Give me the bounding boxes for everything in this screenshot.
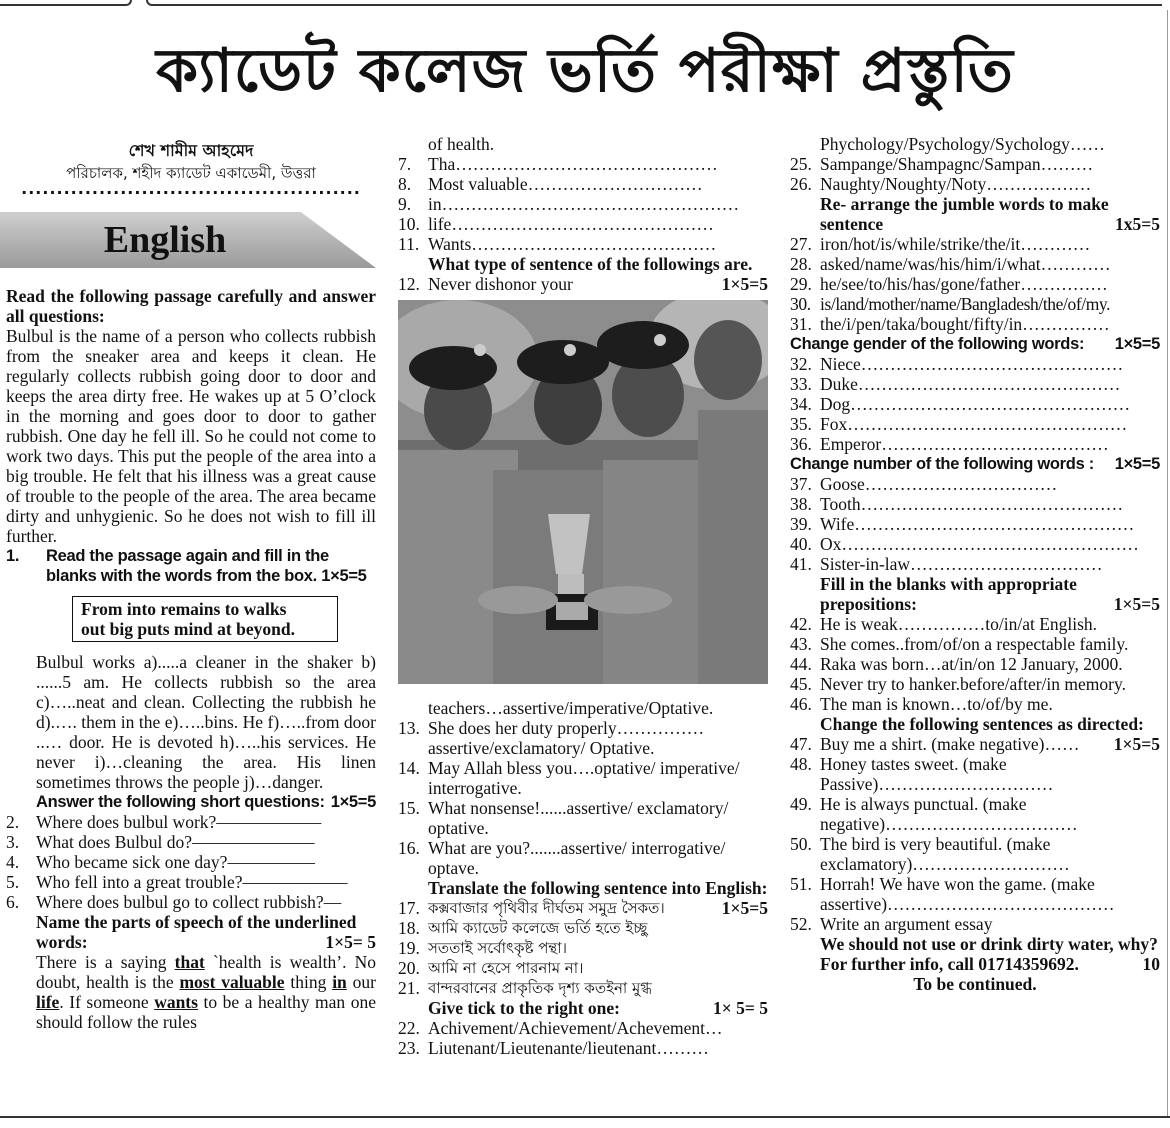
rearrange-marks: 1x5=5 — [1115, 214, 1160, 234]
list-item: 16. What are you?.......assertive/ interrogative/ optave. — [398, 838, 726, 878]
underlined-word: most valuable — [179, 972, 285, 992]
question-1-text: Read the passage again and fill in the blanks with the words from the box. — [46, 547, 329, 585]
list-item: 25. Sampange/Shampagnc/Sampan……… — [790, 154, 1094, 174]
continued-text: Phychology/Psychology/Sychology…… — [820, 134, 1105, 154]
author-role: পরিচালক, শহীদ ক্যাডেট একাডেমী, উত্তরা — [66, 164, 316, 182]
list-item: 52. Write an argument essay — [790, 914, 993, 934]
item-number: 5. — [6, 872, 20, 892]
list-item — [6, 872, 376, 892]
column-right — [790, 134, 1160, 994]
list-item: 44. Raka was born…at/in/on 12 January, 2000. — [790, 654, 1123, 674]
short-questions-title: Answer the following short questions: — [36, 793, 325, 811]
word-box-line-2: out big puts mind at beyond. — [81, 619, 295, 639]
section-title: English — [103, 219, 227, 261]
list-item: 10. life……………………………………… — [398, 214, 714, 234]
word-box — [72, 596, 338, 642]
list-item: 45. Never try to hanker.before/after/in memory. — [790, 674, 1126, 694]
underlined-word: in — [332, 972, 347, 992]
list-item: 42. He is weak……………to/in/at English. — [790, 614, 1098, 634]
list-item: 21. বান্দরবানের প্রাকৃতিক দৃশ্য কতইনা মুগ্ধ — [398, 978, 652, 998]
list-item: 9. in…………………………………………… — [398, 194, 740, 214]
question-1-marks: 1×5=5 — [321, 567, 367, 585]
gender-marks: 1×5=5 — [1114, 335, 1160, 353]
prep-marks: 1×5=5 — [1113, 594, 1160, 614]
item-number: 3. — [6, 832, 20, 852]
list-item: 37. Goose…………………………… — [790, 474, 1058, 494]
rearrange-heading: Re- arrange the jumble words to make sentence 1x5=5 — [820, 194, 1160, 234]
top-frame — [0, 0, 1170, 6]
translate-heading: Translate the following sentence into English: 1×5=5 — [428, 878, 768, 918]
list-item: 39. Wife………………………………………… — [790, 514, 1135, 534]
short-questions-heading — [6, 792, 376, 812]
gender-heading: Change gender of the following words: 1×5=5 — [790, 335, 1160, 353]
tick-heading: Give tick to the right one: 1× 5= 5 — [428, 998, 768, 1018]
essay-topic: We should not use or drink dirty water, why? For further info, call 01714359692. 10 — [820, 934, 1160, 974]
short-questions-marks: 1×5=5 — [330, 793, 376, 811]
tick-marks: 1× 5= 5 — [713, 998, 768, 1018]
list-item: 27. iron/hot/is/while/strike/the/it………… — [790, 234, 1091, 254]
list-item: 14. May Allah bless you….optative/ imperative/ interrogative. — [398, 758, 740, 798]
q12-continued: teachers…assertive/imperative/Optative. — [428, 698, 714, 718]
translate-marks: 1×5=5 — [721, 898, 768, 918]
list-item: 13. She does her duty properly…………… assertive/exclamatory/ Optative. — [398, 718, 705, 758]
pos-text: There is a saying that `health is wealth’. No doubt, health is the most valuable thing in our life. If someone wants to be a healthy man one should follow the rules — [36, 952, 377, 1032]
page-title: ক্যাডেট কলেজ ভর্তি পরীক্ষা প্রস্তুতি — [156, 36, 1014, 106]
item-text: Who fell into a great trouble?—————— — [36, 872, 348, 892]
pos-marks: 1×5= 5 — [325, 932, 376, 952]
pos-heading — [6, 912, 376, 952]
item-number: 6. — [6, 892, 20, 912]
column-left — [6, 140, 376, 1032]
list-item: 34. Dog………………………………………… — [790, 394, 1131, 414]
number-heading: Change number of the following words : 1×5=5 — [790, 455, 1160, 473]
list-item: 46. The man is known…to/of/by me. — [790, 694, 1053, 714]
column-rule — [1167, 10, 1168, 1118]
change-marks: 1×5=5 — [1113, 734, 1160, 754]
question-1-number: 1. — [6, 547, 20, 565]
author-name: শেখ শামীম আহমেদ — [128, 141, 254, 160]
sentence-type-marks: 1×5=5 — [721, 274, 768, 294]
essay-marks: 10 — [1142, 954, 1160, 974]
list-item: 20. আমি না হেসে পারনাম না। — [398, 958, 584, 978]
pos-title: Name the parts of speech of the underlined words: — [36, 912, 357, 952]
list-item: 40. Ox…………………………………………… — [790, 534, 1139, 554]
list-item: 31. the/i/pen/taka/bought/fifty/in…………… — [790, 314, 1110, 334]
list-item — [6, 852, 376, 872]
list-item: 43. She comes..from/of/on a respectable family. — [790, 634, 1129, 654]
sentence-type-heading: What type of sentence of the followings are. 1×5=5 — [428, 254, 768, 294]
author-divider: ................................................ — [21, 179, 361, 198]
list-item: 23. Liutenant/Lieutenante/lieutenant……… — [398, 1038, 709, 1058]
list-item: 36. Emperor………………………………… — [790, 434, 1109, 454]
list-item: 48. Honey tastes sweet. (make Passive)………………………… — [790, 754, 1054, 794]
prep-heading: Fill in the blanks with appropriate prepositions: 1×5=5 — [820, 574, 1160, 614]
list-item: 22. Achivement/Achievement/Achevement… — [398, 1018, 723, 1038]
item-number: 4. — [6, 852, 20, 872]
list-item: 47. Buy me a shirt. (make negative)…… — [790, 734, 1080, 754]
list-item: 17. কক্সবাজার পৃথিবীর দীর্ঘতম সমুদ্র সৈকত। — [398, 898, 665, 918]
fill-text: Bulbul works a).....a cleaner in the shaker b) ......5 am. He collects rubbish so the area c)…..neat and clean. Collecting the rubbish he d).…. them in the e)…..bins. He f)…..from door ..… door. He is devoted h)…..his services. He never i)…cleaning the area. His linen sometimes throws the people j)…danger. — [36, 652, 376, 792]
list-item: 41. Sister-in-law…………………………… — [790, 554, 1103, 574]
list-item: 12. Never dishonor your — [398, 274, 573, 294]
list-item — [6, 832, 376, 852]
item-text: Who became sick one day?————— — [36, 852, 315, 872]
change-heading: Change the following sentences as directed: 1×5=5 — [820, 714, 1160, 754]
author-block — [6, 140, 376, 198]
list-item: 15. What nonsense!......assertive/ exclamatory/ optative. — [398, 798, 729, 838]
list-item: 8. Most valuable………………………… — [398, 174, 703, 194]
list-item: 30. is/land/mother/name/Bangladesh/the/of/my. — [790, 294, 1111, 314]
column-middle — [398, 134, 768, 1058]
number-marks: 1×5=5 — [1114, 455, 1160, 473]
list-item: 38. Tooth……………………………………… — [790, 494, 1124, 514]
cadets-photo — [398, 300, 768, 684]
underlined-word: wants — [154, 992, 198, 1012]
list-item — [6, 892, 376, 912]
list-item: 7. Tha……………………………………… — [398, 154, 718, 174]
question-1 — [6, 546, 376, 586]
underlined-word: life — [36, 992, 60, 1012]
list-item: 50. The bird is very beautiful. (make exclamatory)……………………… — [790, 834, 1070, 874]
list-item: 51. Horrah! We have won the game. (make assertive)………………………………… — [790, 874, 1115, 914]
underlined-word: that — [174, 952, 205, 972]
list-item — [6, 812, 376, 832]
list-item: 19. সততাই সর্বোৎকৃষ্ট পন্থা। — [398, 938, 567, 958]
section-banner — [0, 212, 372, 268]
list-item: 32. Niece……………………………………… — [790, 354, 1124, 374]
list-item: 49. He is always punctual. (make negative)…………………………… — [790, 794, 1078, 834]
list-item: 29. he/see/to/his/has/gone/father…………… — [790, 274, 1108, 294]
item-text: What does Bulbul do?——————— — [36, 832, 315, 852]
bottom-rule — [0, 1116, 1170, 1118]
continued-text: of health. — [428, 134, 495, 154]
list-item: 26. Naughty/Noughty/Noty……………… — [790, 174, 1092, 194]
list-item: 35. Fox………………………………………… — [790, 414, 1128, 434]
word-box-line-1: From into remains to walks — [81, 599, 287, 619]
passage-instruction: Read the following passage carefully and answer all questions: — [6, 286, 376, 326]
item-number: 2. — [6, 812, 20, 832]
list-item: 11. Wants…………………………………… — [398, 234, 717, 254]
list-item: 18. আমি ক্যাডেট কলেজে ভর্তি হতে ইচ্ছু — [398, 918, 648, 938]
item-text: Where does bulbul work?—————— — [36, 812, 322, 832]
to-be-continued: To be continued. — [913, 974, 1037, 994]
passage-text: Bulbul is the name of a person who collects rubbish from the sneaker area and keeps it clean. He regularly collects rubbish going door to door and keeps the area dirty free. He wakes up at 5 O’clock in the morning and goes door to door to gather rubbish. One day he fell ill. So he could not come to work two days. This put the people of the area into a big trouble. He felt that his illness was a great cause of trouble to the people of the area. The area became dirty and unhygienic. So he does not wish to fill ill further. — [6, 326, 376, 546]
item-text: Where does bulbul go to collect rubbish?— — [36, 892, 342, 912]
list-item: 28. asked/name/was/his/him/i/what………… — [790, 254, 1111, 274]
list-item: 33. Duke……………………………………… — [790, 374, 1121, 394]
